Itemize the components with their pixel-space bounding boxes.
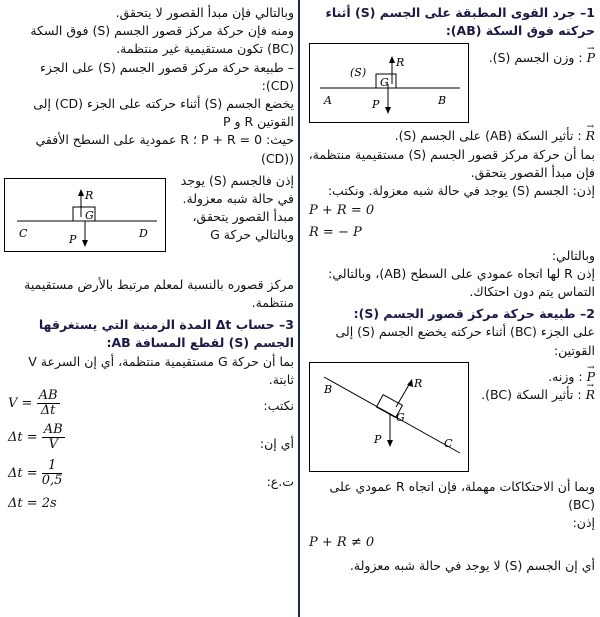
fig2-row: [305, 362, 595, 476]
fig2-r-line: [477, 386, 595, 404]
fig3-label-c: C: [19, 226, 28, 240]
fig3-label-p: P: [69, 232, 77, 246]
column-divider: [298, 0, 300, 617]
fig2-label-b: B: [324, 382, 333, 396]
equation-1: P + R = 0: [309, 203, 375, 219]
figure-1: [309, 43, 469, 123]
fig2-symbol-list: [477, 368, 595, 404]
l1: وبالتالي فإن مبدأ القصور لا يتحقق.: [115, 5, 294, 20]
force-p-label: : وزن الجسم (S).: [488, 50, 583, 66]
section-1-title: 1– جرد القوى المطبقة على الجسم (S) أثناء حركته فوق السكة (AB):: [325, 5, 595, 39]
section-3-title: 3– حساب Δt المدة الزمنية التي يستغرقها الجسم (S) لقطع المسافة AB:: [38, 317, 294, 351]
fig3-label-g: G: [85, 208, 94, 222]
fig3-label-r: R: [85, 188, 94, 202]
l5: حيث: P + R = 0 ؛ R عمودية على السطح الأفقي ((CD): [35, 132, 294, 166]
fig1-label-p: P: [372, 98, 380, 112]
fig2-arrowhead-p: [387, 440, 393, 447]
vec-r: → R: [586, 127, 595, 145]
formula-3-frac: [42, 459, 63, 488]
l2: ومنه فإن حركة مركز قصور الجسم (S) فوق السكة (BC) تكون مستقيمية غير منتظمة.: [30, 23, 294, 57]
fig3-label-d: D: [139, 226, 148, 240]
fig1-label-s: (S): [350, 66, 367, 80]
l9: بما أن حركة G مستقيمية منتظمة، أي إن السرعة V ثابتة.: [28, 353, 294, 387]
force-r-line: [305, 127, 595, 145]
equation-3: P + R ≠ 0: [309, 535, 375, 551]
s1-line1: بما أن حركة مركز قصور الجسم (S) مستقيمية منتظمة، فإن مبدأ القصور يتحقق.: [308, 146, 595, 180]
s2-line2: وبما أن الاحتكاكات مهملة، فإن اتجاه R عمودي على (BC): [329, 478, 595, 513]
fig3-row: [4, 172, 294, 272]
fig1-label-g: G: [380, 76, 389, 90]
fig2-arrow-r: [396, 383, 410, 407]
fig1-symbol-list: [477, 49, 595, 67]
vec-r-2: → R: [586, 386, 595, 404]
fig2-label-c: C: [444, 436, 453, 450]
s1-line3: إذن R لها اتجاه عمودي على السطح (AB)، وبالتالي: التماس يتم دون احتكاك.: [328, 265, 595, 300]
vec-p: → P: [587, 49, 595, 67]
s2-then: إذن:: [572, 515, 595, 531]
write-label: نكتب:: [263, 398, 294, 414]
fig1-label-b: B: [438, 94, 447, 108]
formula-4: Δt = 2s: [8, 496, 57, 512]
formula-labels: [184, 389, 294, 492]
fig2-p-line: [477, 368, 595, 386]
l3: – طبيعة حركة مركز قصور الجسم (S) على الجزء (CD):: [40, 59, 294, 93]
formula-2-frac: [42, 423, 65, 452]
s1-line2: إذن: الجسم (S) يوجد في حالة شبه معزولة. ونكتب:: [327, 183, 595, 199]
l4: يخضع الجسم (S) أثناء حركته على الجزء (CD) إلى القوتين R و P: [33, 96, 294, 130]
formula-1-den: Δt: [40, 403, 56, 419]
force-r-label: : تأثير السكة (AB) على الجسم (S).: [394, 128, 582, 144]
formula-3-den: 0,5: [41, 473, 63, 489]
therefore-label: وبالتالي:: [551, 247, 595, 263]
figure-3: [4, 178, 166, 252]
formula-1-lhs: V =: [8, 396, 33, 412]
l6: إذن فالجسم (S) يوجد في حالة شبه معزولة.: [180, 172, 294, 207]
s2-line3: أي إن الجسم (S) لا يوجد في حالة شبه معزولة.: [349, 557, 595, 573]
formula-1: [8, 389, 65, 423]
num-app-label: ت.ع:: [266, 474, 294, 490]
fig1-label-a: A: [324, 94, 332, 108]
fig2-label-r: R: [414, 376, 423, 390]
fig3-arrowhead-r: [78, 189, 84, 196]
vec-p-2: → P: [587, 368, 595, 386]
means-label: أي إن:: [259, 436, 294, 452]
formula-2-lhs: Δt =: [8, 430, 38, 446]
fig1-p-line: [477, 49, 595, 67]
l8: مركز قصوره بالنسبة لمعلم مرتبط بالأرض مستقيمية منتظمة.: [24, 276, 294, 311]
formula-3-lhs: Δt =: [8, 466, 38, 482]
s2-force-r-label: : تأثير السكة (BC).: [481, 387, 582, 403]
formula-2-den: V: [48, 437, 58, 453]
formula-3: [8, 459, 65, 495]
fig1-arrowhead-p: [385, 107, 391, 114]
formulas: [8, 389, 65, 513]
figure-2: [309, 362, 469, 472]
section-2-title: 2– طبيعة حركة مركز قصور الجسم (S):: [353, 306, 595, 322]
formula-2: [8, 423, 65, 459]
formula-2-num: AB: [43, 422, 63, 438]
fig1-label-r: R: [396, 56, 405, 70]
fig1-row: [305, 43, 595, 125]
formula-3-num: 1: [42, 459, 63, 474]
fig1-arrowhead-r: [389, 56, 395, 63]
fig2-label-g: G: [396, 410, 405, 424]
formula-block: [4, 389, 294, 527]
formula-1-num: AB: [38, 388, 58, 404]
s2-force-p-label: : وزنه.: [548, 368, 583, 384]
left-column: [4, 0, 294, 527]
l7: مبدأ القصور يتحقق، وبالتالي حركة G: [192, 209, 294, 243]
formula-1-frac: [37, 389, 60, 418]
fig3-arrowhead-p: [82, 240, 88, 247]
right-column: [305, 0, 595, 575]
fig3-text: [174, 172, 294, 245]
s2-line1: على الجزء (BC) أثناء حركته يخضع الجسم (S) إلى القوتين:: [335, 324, 595, 358]
fig2-label-p: P: [374, 432, 382, 446]
equation-2: R = − P: [309, 225, 362, 241]
